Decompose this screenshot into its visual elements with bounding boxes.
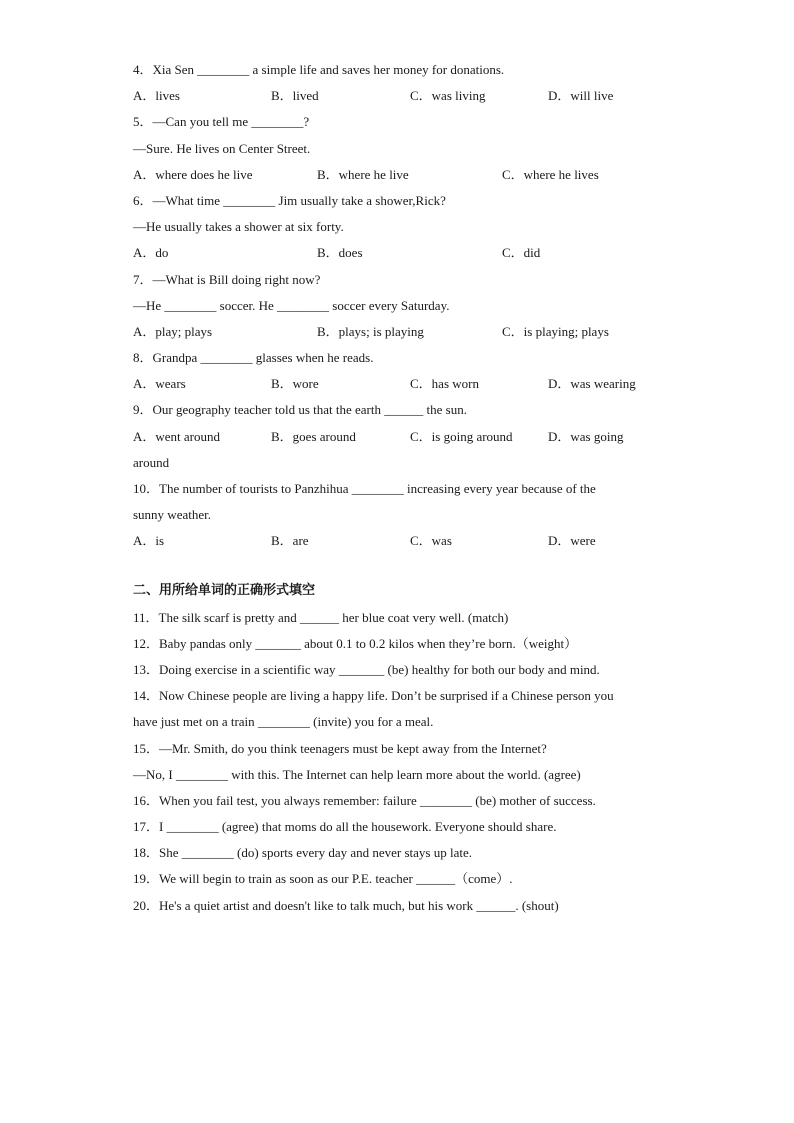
option-d[interactable]: D．were (548, 533, 596, 549)
question-15: 15．—Mr. Smith, do you think teenagers must be kept away from the Internet? (133, 740, 547, 756)
question-stem: 5．—Can you tell me ________? (133, 114, 310, 130)
question-13: 13．Doing exercise in a scientific way _______ (be) healthy for both our body and mind. (133, 661, 600, 677)
question-8 (133, 348, 663, 400)
options-row (133, 165, 663, 191)
option-b[interactable]: B．does (317, 245, 363, 261)
question-stem-continued: sunny weather. (133, 507, 211, 523)
question-16: 16．When you fail test, you always remember: failure ________ (be) mother of success. (133, 792, 596, 808)
option-d-wrap: around (133, 454, 170, 470)
question-stem: 6．—What time ________ Jim usually take a shower,Rick? (133, 192, 446, 208)
question-stem-continued: —He ________ soccer. He ________ soccer every Saturday. (133, 297, 450, 313)
option-a[interactable]: A．do (133, 245, 169, 261)
option-a[interactable]: A．play; plays (133, 323, 213, 339)
option-b[interactable]: B．lived (271, 88, 319, 104)
option-c[interactable]: C．has worn (410, 376, 479, 392)
option-c[interactable]: C．is going around (410, 428, 513, 444)
option-d[interactable]: D．was wearing (548, 376, 636, 392)
question-14: 14．Now Chinese people are living a happy life. Don’t be surprised if a Chinese person you (133, 688, 614, 704)
question-20: 20．He's a quiet artist and doesn't like to talk much, but his work ______. (shout) (133, 897, 559, 913)
worksheet-page (133, 60, 663, 922)
option-b[interactable]: B．goes around (271, 428, 356, 444)
question-4 (133, 60, 663, 112)
question-10 (133, 479, 663, 558)
question-19: 19．We will begin to train as soon as our P.E. teacher ______（come）. (133, 871, 513, 887)
option-c[interactable]: C．did (502, 245, 541, 261)
question-stem: 8．Grandpa ________ glasses when he reads. (133, 350, 374, 366)
options-row (133, 427, 663, 453)
option-a[interactable]: A．is (133, 533, 165, 549)
question-18: 18．She ________ (do) sports every day and never stays up late. (133, 845, 473, 861)
options-row (133, 374, 663, 400)
section-fill-in (133, 580, 663, 922)
option-d[interactable]: D．will live (548, 88, 614, 104)
option-a[interactable]: A．where does he live (133, 166, 253, 182)
question-6 (133, 191, 663, 270)
option-c[interactable]: C．is playing; plays (502, 323, 609, 339)
question-5 (133, 112, 663, 191)
option-b[interactable]: B．wore (271, 376, 319, 392)
question-9 (133, 400, 663, 479)
option-a[interactable]: A．lives (133, 88, 180, 104)
option-d[interactable]: D．was going (548, 428, 624, 444)
section-title: 二、用所给单词的正确形式填空 (133, 582, 316, 598)
question-stem: 9．Our geography teacher told us that the earth ______ the sun. (133, 402, 467, 418)
option-b[interactable]: B．plays; is playing (317, 323, 424, 339)
options-row (133, 322, 663, 348)
question-stem: 10．The number of tourists to Panzhihua ________ increasing every year because of the (133, 481, 596, 496)
option-c[interactable]: C．where he lives (502, 166, 599, 182)
question-15-continued: —No, I ________ with this. The Internet can help learn more about the world. (agree) (133, 766, 581, 782)
options-row (133, 531, 663, 557)
option-b[interactable]: B．are (271, 533, 309, 549)
options-row (133, 86, 663, 112)
section-spacer (133, 558, 663, 580)
option-b[interactable]: B．where he live (317, 166, 409, 182)
question-stem: 4．Xia Sen ________ a simple life and saves her money for donations. (133, 62, 505, 77)
question-stem-continued: —He usually takes a shower at six forty. (133, 219, 344, 235)
option-a[interactable]: A．wears (133, 376, 186, 392)
question-stem: 7．—What is Bill doing right now? (133, 271, 321, 287)
option-c[interactable]: C．was living (410, 88, 486, 104)
option-a[interactable]: A．went around (133, 428, 221, 444)
options-row (133, 243, 663, 269)
question-stem-continued: —Sure. He lives on Center Street. (133, 140, 311, 156)
option-c[interactable]: C．was (410, 533, 452, 549)
question-17: 17．I ________ (agree) that moms do all the housework. Everyone should share. (133, 819, 557, 835)
question-11: 11．The silk scarf is pretty and ______ her blue coat very well. (match) (133, 609, 509, 625)
question-12: 12．Baby pandas only _______ about 0.1 to 0.2 kilos when they’re born.（weight） (133, 635, 578, 651)
question-14-continued: have just met on a train ________ (invite) you for a meal. (133, 714, 434, 730)
question-7 (133, 270, 663, 349)
